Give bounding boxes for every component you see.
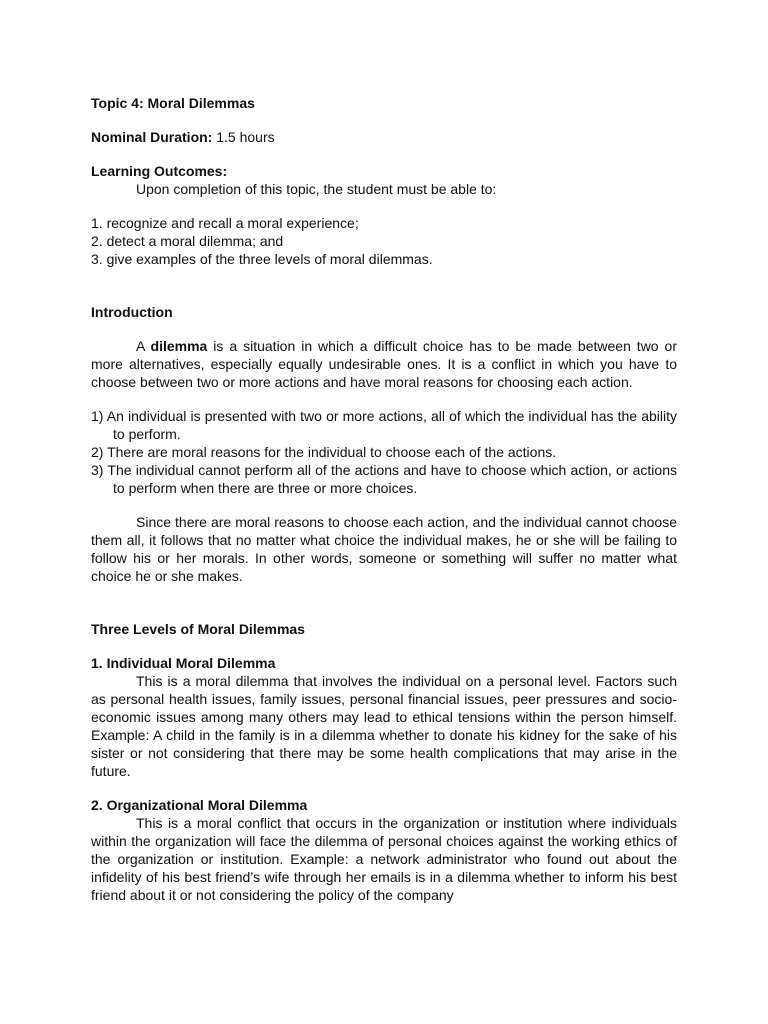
organizational-dilemma-text: This is a moral conflict that occurs in the organization or institution where individuals within the organization will face the dilemma of personal choices against the working ethics of the organization or institution. Example: a network administrator who found out about the infidelity of his best friend’s wife through her emails is in a dilemma whether to inform his best friend about it or not considering the policy of the company — [91, 815, 677, 903]
dilemma-condition-item: 1) An individual is presented with two or more actions, all of which the individual has the ability to perform. — [91, 408, 677, 442]
learning-outcomes-intro: Upon completion of this topic, the student must be able to: — [136, 181, 497, 197]
spacer — [91, 585, 677, 620]
spacer — [91, 638, 677, 654]
topic-title: Topic 4: Moral Dilemmas — [91, 95, 255, 111]
spacer — [91, 146, 677, 162]
individual-dilemma-heading: 1. Individual Moral Dilemma — [91, 655, 276, 671]
introduction-paragraph-1 — [91, 337, 677, 391]
dilemma-term: dilemma — [150, 338, 208, 354]
spacer — [91, 268, 677, 303]
organizational-dilemma-heading: 2. Organizational Moral Dilemma — [91, 797, 308, 813]
dilemma-conditions-list — [91, 407, 677, 497]
document-body — [91, 94, 677, 904]
levels-heading: Three Levels of Moral Dilemmas — [91, 621, 305, 637]
learning-outcomes-list — [91, 214, 677, 268]
spacer — [91, 780, 677, 796]
nominal-duration-value: 1.5 hours — [212, 129, 275, 145]
dilemma-condition-item: 3) The individual cannot perform all of the actions and have to choose which action, or actions to perform when there are three or more choices. — [91, 462, 677, 496]
intro-text-b: is a situation in which a difficult choice has to be made between two or more alternatives, especially equally undesirable ones. It is a conflict in which you have to choose between two or more actions and have moral reasons for choosing each action. — [91, 338, 677, 390]
learning-outcome-item: 2. detect a moral dilemma; and — [91, 233, 284, 249]
spacer — [91, 391, 677, 407]
learning-outcome-item: 1. recognize and recall a moral experience; — [91, 215, 359, 231]
introduction-heading: Introduction — [91, 304, 173, 320]
learning-outcome-item: 3. give examples of the three levels of moral dilemmas. — [91, 251, 433, 267]
spacer — [91, 321, 677, 337]
nominal-duration-label: Nominal Duration: — [91, 129, 213, 145]
intro-text-a: A — [136, 338, 151, 354]
spacer — [91, 198, 677, 214]
nominal-duration — [91, 128, 677, 146]
spacer — [91, 112, 677, 128]
individual-dilemma-text: This is a moral dilemma that involves the individual on a personal level. Factors such as personal health issues, family issues, personal financial issues, peer pressures and socio-economic issues among many others may lead to ethical tensions within the person himself. Example: A child in the family is in a dilemma whether to donate his kidney for the sake of his sister or not considering that there may be some health complications that may arise in the future. — [91, 673, 677, 779]
introduction-paragraph-2: Since there are moral reasons to choose each action, and the individual cannot choose them all, it follows that no matter what choice the individual makes, he or she will be failing to follow his or her morals. In other words, someone or something will suffer no matter what choice he or she makes. — [91, 514, 677, 584]
learning-outcomes-heading: Learning Outcomes: — [91, 163, 228, 179]
spacer — [91, 497, 677, 513]
dilemma-condition-item: 2) There are moral reasons for the individual to choose each of the actions. — [91, 444, 557, 460]
